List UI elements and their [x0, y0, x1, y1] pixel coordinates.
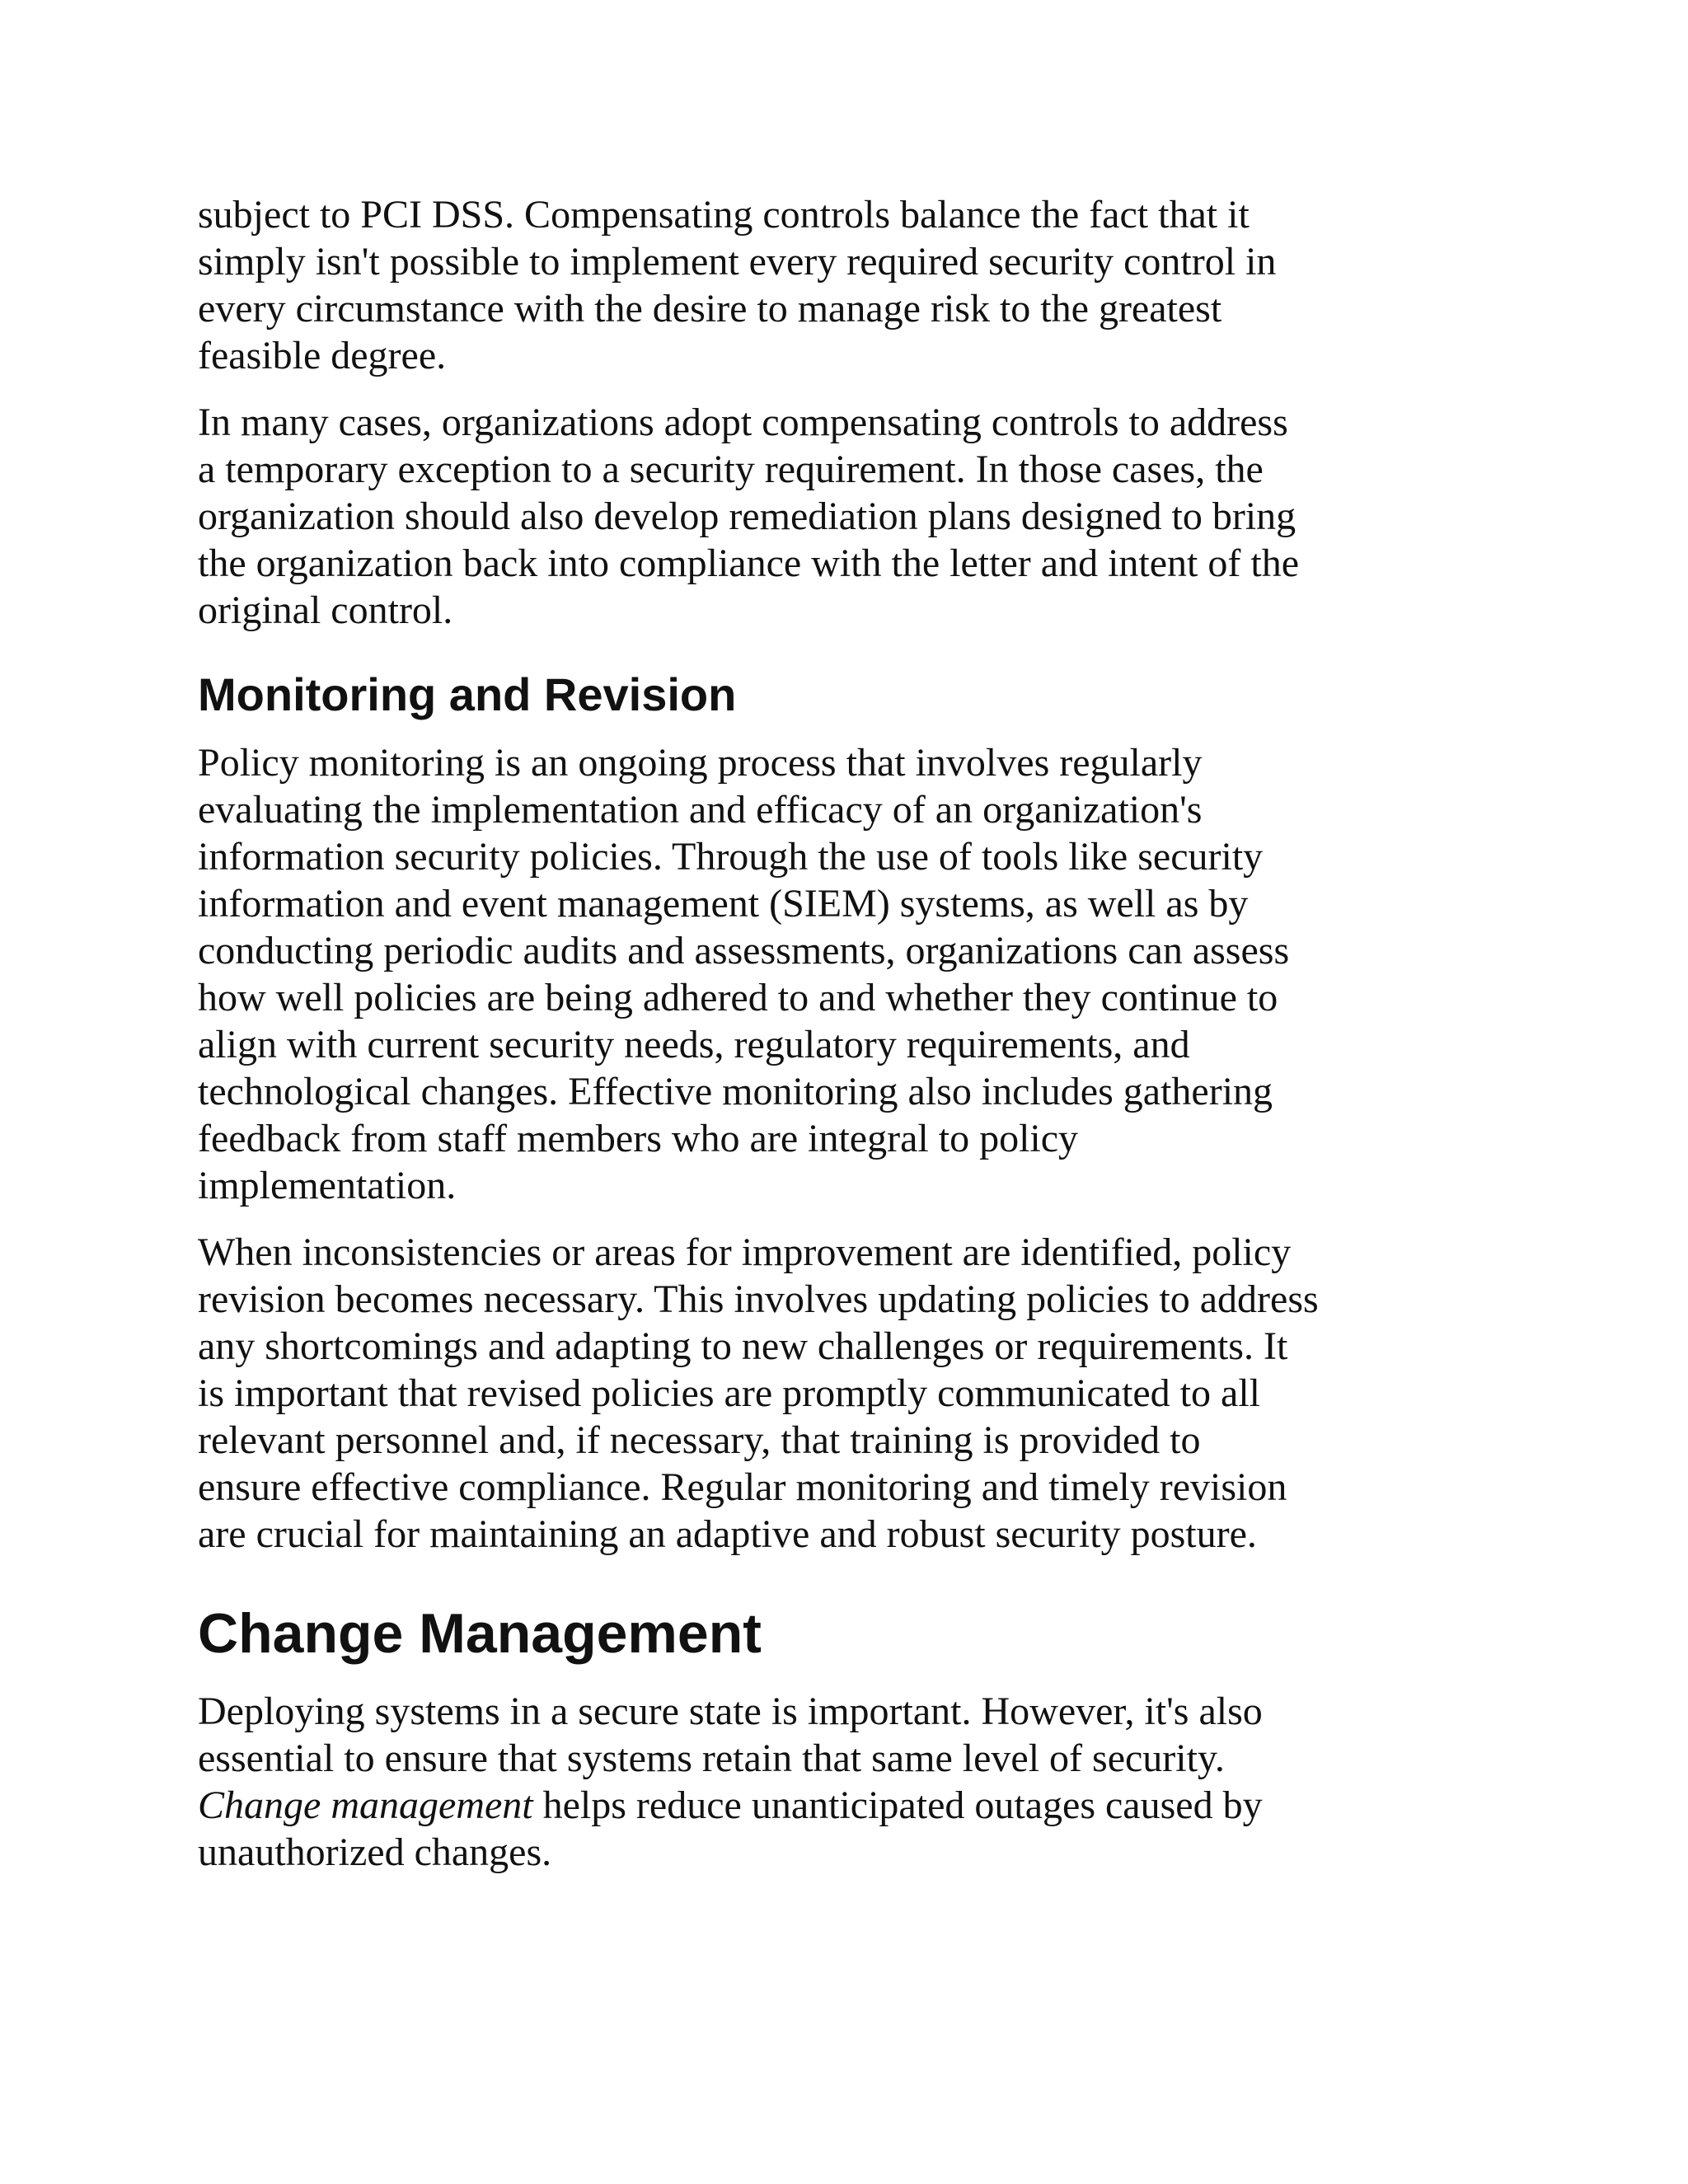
section-heading-monitoring: Monitoring and Revision — [198, 668, 737, 720]
text-fragment: helps reduce unanticipated outages caused by — [532, 1783, 1263, 1827]
text-line: essential to ensure that systems retain that same level of security. — [198, 1736, 1225, 1780]
paragraph-change-management — [198, 1688, 1500, 1876]
text-line: conducting periodic audits and assessments, organizations can assess — [198, 929, 1290, 972]
text-line: original control. — [198, 588, 453, 632]
text-line: In many cases, organizations adopt compensating controls to address — [198, 401, 1288, 444]
text-line: unauthorized changes. — [198, 1830, 552, 1874]
text-line: technological changes. Effective monitoring also includes gathering — [198, 1070, 1273, 1113]
text-line-with-emphasis — [198, 1782, 1500, 1829]
text-line: ensure effective compliance. Regular monitoring and timely revision — [198, 1465, 1287, 1509]
text-line: revision becomes necessary. This involves updating policies to address — [198, 1277, 1319, 1321]
text-line: organization should also develop remediation plans designed to bring — [198, 494, 1296, 538]
paragraph-policy-revision — [198, 1229, 1500, 1558]
text-line: When inconsistencies or areas for improvement are identified, policy — [198, 1230, 1292, 1274]
section-heading-change-management: Change Management — [198, 1602, 762, 1665]
text-line: subject to PCI DSS. Compensating controls balance the fact that it — [198, 193, 1250, 237]
text-line: a temporary exception to a security requirement. In those cases, the — [198, 448, 1264, 491]
text-line: information and event management (SIEM) systems, as well as by — [198, 882, 1249, 926]
emphasized-term: Change management — [198, 1783, 533, 1827]
text-line: Policy monitoring is an ongoing process that involves regularly — [198, 741, 1203, 785]
text-line: feasible degree. — [198, 334, 447, 377]
text-line: the organization back into compliance with the letter and intent of the — [198, 541, 1300, 585]
text-line: Deploying systems in a secure state is important. However, it's also — [198, 1690, 1263, 1733]
paragraph-policy-monitoring — [198, 739, 1500, 1209]
text-line: relevant personnel and, if necessary, that training is provided to — [198, 1418, 1201, 1462]
text-line: feedback from staff members who are integral to policy — [198, 1117, 1079, 1160]
text-line: are crucial for maintaining an adaptive and robust security posture. — [198, 1512, 1257, 1556]
text-line: any shortcomings and adapting to new challenges or requirements. It — [198, 1324, 1288, 1368]
text-line: simply isn't possible to implement every required security control in — [198, 240, 1277, 284]
text-line: evaluating the implementation and efficacy of an organization's — [198, 788, 1203, 832]
paragraph-compensating-controls — [198, 191, 1500, 379]
text-line: how well policies are being adhered to and whether they continue to — [198, 976, 1278, 1019]
text-line: every circumstance with the desire to manage risk to the greatest — [198, 287, 1222, 330]
text-line: align with current security needs, regulatory requirements, and — [198, 1023, 1190, 1066]
text-line: information security policies. Through the use of tools like security — [198, 835, 1264, 879]
document-page — [198, 191, 1500, 1896]
paragraph-temporary-exception — [198, 399, 1500, 634]
text-line: implementation. — [198, 1164, 457, 1207]
text-line: is important that revised policies are promptly communicated to all — [198, 1371, 1260, 1415]
